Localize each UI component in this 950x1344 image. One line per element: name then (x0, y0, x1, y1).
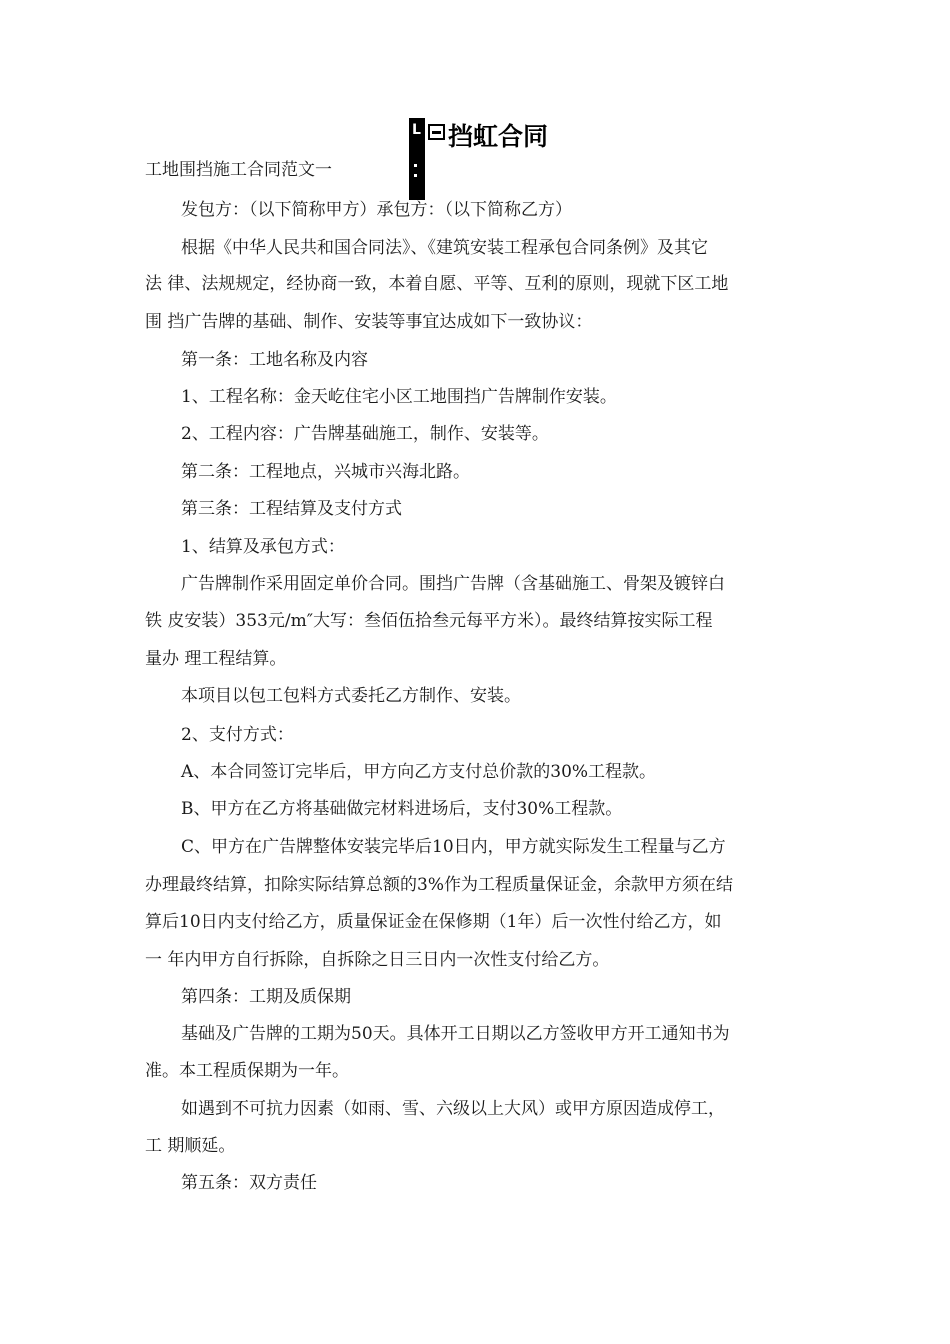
paragraph-line: 一 年内甲方自行拆除，自拆除之日三日内一次性支付给乙方。 (145, 950, 610, 970)
section-heading: 第五条：双方责任 (181, 1173, 317, 1193)
paragraph-line: 发包方：（以下简称甲方）承包方：（以下简称乙方） (181, 200, 572, 220)
paragraph-line: 铁 皮安装）353元/m″大写：叁佰伍拾叁元每平方米）。最终结算按实际工程 (145, 611, 713, 631)
paragraph-line: B、甲方在乙方将基础做完材料进场后，支付30%工程款。 (181, 799, 623, 819)
scan-artifact-box (428, 124, 445, 140)
scan-artifact-glyph: L (412, 122, 421, 138)
section-heading: 第二条：工程地点，兴城市兴海北路。 (181, 462, 470, 482)
paragraph-line: 算后10日内支付给乙方，质量保证金在保修期（1年）后一次性付给乙方，如 (145, 912, 722, 932)
scan-artifact-bar (409, 118, 425, 200)
paragraph-line: 量办 理工程结算。 (145, 649, 287, 669)
scan-artifact-dot (414, 164, 417, 167)
paragraph-line: 1、结算及承包方式： (181, 537, 345, 557)
paragraph-line: 如遇到不可抗力因素（如雨、雪、六级以上大风）或甲方原因造成停工， (181, 1099, 725, 1119)
paragraph-line: 1、工程名称：金天屹住宅小区工地围挡广告牌制作安装。 (181, 387, 617, 407)
paragraph-line: 广告牌制作采用固定单价合同。围挡广告牌（含基础施工、骨架及镀锌白 (181, 574, 725, 594)
section-heading: 第四条：工期及质保期 (181, 987, 351, 1007)
paragraph-line: 2、支付方式： (181, 725, 294, 745)
paragraph-line: 办理最终结算，扣除实际结算总额的3%作为工程质量保证金，余款甲方须在结 (145, 875, 733, 895)
paragraph-line: 本项目以包工包料方式委托乙方制作、安装。 (181, 686, 521, 706)
paragraph-line: 围 挡广告牌的基础、制作、安装等事宜达成如下一致协议： (145, 312, 593, 332)
paragraph-line: A、本合同签订完毕后，甲方向乙方支付总价款的30%工程款。 (181, 762, 657, 782)
paragraph-line: 根据《中华人民共和国合同法》、《建筑安装工程承包合同条例》及其它 (181, 238, 708, 258)
paragraph-line: 准。本工程质保期为一年。 (145, 1061, 349, 1081)
section-heading: 第一条：工地名称及内容 (181, 350, 368, 370)
paragraph-line: 2、工程内容：广告牌基础施工，制作、安装等。 (181, 424, 549, 444)
scan-artifact-dot (414, 174, 417, 177)
document-subtitle: 工地围挡施工合同范文一 (145, 160, 332, 180)
document-title: 挡虹合同 (448, 122, 549, 151)
paragraph-line: C、甲方在广告牌整体安装完毕后10日内，甲方就实际发生工程量与乙方 (181, 837, 726, 857)
section-heading: 第三条：工程结算及支付方式 (181, 499, 402, 519)
paragraph-line: 工 期顺延。 (145, 1136, 236, 1156)
paragraph-line: 基础及广告牌的工期为50天。具体开工日期以乙方签收甲方开工通知书为 (181, 1024, 730, 1044)
paragraph-line: 法 律、法规规定，经协商一致，本着自愿、平等、互利的原则，现就下区工地 (145, 274, 729, 294)
